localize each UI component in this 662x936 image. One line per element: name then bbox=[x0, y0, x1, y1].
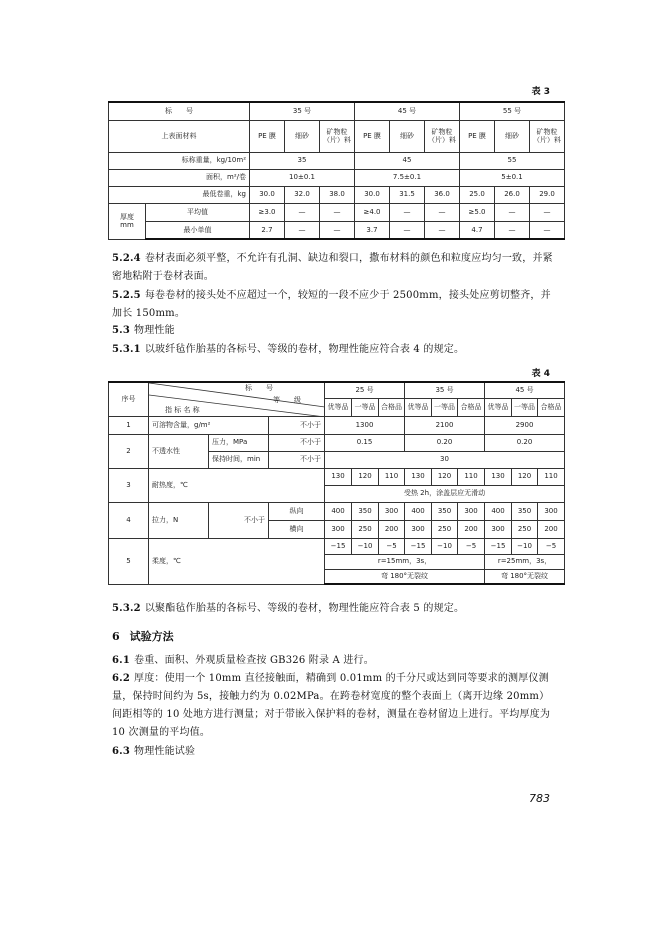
t3-cell: 26.0 bbox=[495, 186, 530, 203]
t4-sub-item: 横向 bbox=[269, 520, 325, 538]
t4-grade: 优等品 bbox=[405, 398, 432, 416]
para-number: 5.2.4 bbox=[112, 253, 141, 264]
t4-cell: −5 bbox=[379, 538, 405, 554]
t4-grade: 优等品 bbox=[485, 398, 512, 416]
t3-thickness-label bbox=[109, 203, 146, 239]
table3-caption: 表 3 bbox=[531, 87, 550, 97]
t4-seq: 3 bbox=[109, 468, 149, 502]
t4-group-25: 25 号 bbox=[325, 382, 405, 398]
t4-condition: 不小于 bbox=[269, 416, 325, 434]
t4-item-name: 柔度，℃ bbox=[149, 538, 325, 584]
t3-group-35: 35 号 bbox=[250, 102, 355, 120]
t4-cell: 0.20 bbox=[485, 434, 565, 451]
t4-grade: 一等品 bbox=[352, 398, 379, 416]
t4-sub-item: 纵向 bbox=[269, 502, 325, 520]
t3-group-45: 45 号 bbox=[355, 102, 460, 120]
t3-cell: 3.7 bbox=[355, 221, 390, 239]
para-5-3-2 bbox=[112, 600, 556, 618]
t4-cell: 130 bbox=[485, 468, 512, 485]
t3-label-header: 标 号 bbox=[109, 102, 250, 120]
t4-cell: 0.15 bbox=[325, 434, 405, 451]
t3-cell: 31.5 bbox=[390, 186, 425, 203]
t4-cell: 300 bbox=[538, 502, 565, 520]
t3-sub-cell: 矿物粒（片）料 bbox=[320, 120, 355, 152]
t4-note: 弯 180°无裂纹 bbox=[485, 569, 565, 584]
t4-cell: 300 bbox=[458, 502, 485, 520]
t4-cell: 200 bbox=[458, 520, 485, 538]
t4-cell: 250 bbox=[512, 520, 538, 538]
table4 bbox=[108, 381, 565, 585]
t4-grade: 优等品 bbox=[325, 398, 352, 416]
t4-item-header: 指 标 名 称 bbox=[165, 406, 200, 414]
t3-sub-cell: PE 膜 bbox=[250, 120, 285, 152]
t4-seq: 5 bbox=[109, 538, 149, 584]
t4-condition: 不小于 bbox=[209, 502, 269, 538]
para-6-3 bbox=[112, 743, 556, 761]
para-number: 6.2 bbox=[112, 673, 130, 684]
t3-cell: 10±0.1 bbox=[250, 169, 355, 186]
t3-cell: — bbox=[285, 221, 320, 239]
t4-item-name: 耐热度，℃ bbox=[149, 468, 325, 502]
t4-cell: 2900 bbox=[485, 416, 565, 434]
t4-cell: 120 bbox=[432, 468, 458, 485]
t3-sub-cell: 细砂 bbox=[390, 120, 425, 152]
para-6-2 bbox=[112, 670, 556, 742]
t3-sub-cell: 细砂 bbox=[495, 120, 530, 152]
t3-cell: — bbox=[530, 203, 565, 221]
t4-note: r=25mm，3s， bbox=[485, 554, 565, 569]
t3-cell: — bbox=[425, 221, 460, 239]
t4-seq: 4 bbox=[109, 502, 149, 538]
t4-cell: 350 bbox=[512, 502, 538, 520]
section-title: 试验方法 bbox=[129, 630, 174, 643]
t4-cell: 200 bbox=[379, 520, 405, 538]
t4-cell: 350 bbox=[352, 502, 379, 520]
para-number: 5.3.2 bbox=[112, 603, 141, 614]
para-5-2-4 bbox=[112, 250, 556, 286]
para-text: 卷材表面必须平整，不允许有孔洞、缺边和裂口，撒布材料的颜色和粒度应均匀一致，并紧密地粘附于卷材表面。 bbox=[112, 253, 553, 282]
t3-cell: — bbox=[285, 203, 320, 221]
para-text: 以玻纤毡作胎基的各标号、等级的卷材，物理性能应符合表 4 的规定。 bbox=[144, 344, 465, 355]
t3-cell: — bbox=[320, 221, 355, 239]
t4-condition: 不小于 bbox=[269, 451, 325, 468]
t3-cell: ≥4.0 bbox=[355, 203, 390, 221]
t4-sub-item: 压力，MPa bbox=[209, 434, 269, 451]
t3-cell: — bbox=[390, 203, 425, 221]
t4-cell: −10 bbox=[352, 538, 379, 554]
t3-cell: 35 bbox=[250, 152, 355, 169]
t4-cell: 200 bbox=[538, 520, 565, 538]
t3-area-label: 面积，m²/卷 bbox=[109, 169, 250, 186]
t3-sub-cell: 矿物粒（片）料 bbox=[425, 120, 460, 152]
table3 bbox=[108, 101, 565, 240]
t3-cell: 30.0 bbox=[355, 186, 390, 203]
t4-cell: 120 bbox=[512, 468, 538, 485]
para-number: 5.3 bbox=[112, 325, 130, 336]
t3-cell: 7.5±0.1 bbox=[355, 169, 460, 186]
t4-cell: −10 bbox=[432, 538, 458, 554]
t4-cell: −10 bbox=[512, 538, 538, 554]
t3-group-55: 55 号 bbox=[460, 102, 565, 120]
t4-group-35: 35 号 bbox=[405, 382, 485, 398]
t4-cell: 400 bbox=[325, 502, 352, 520]
t4-diagonal-header bbox=[149, 382, 325, 416]
section-number: 6 bbox=[112, 630, 120, 643]
t3-cell: 25.0 bbox=[460, 186, 495, 203]
t4-cell: 400 bbox=[405, 502, 432, 520]
t4-cell: 300 bbox=[485, 520, 512, 538]
t4-grade: 合格品 bbox=[458, 398, 485, 416]
t3-cell: ≥5.0 bbox=[460, 203, 495, 221]
para-text: 每卷卷材的接头处不应超过一个，较短的一段不应少于 2500mm，接头处应剪切整齐，并加长 150mm。 bbox=[112, 290, 551, 319]
t4-grade-header: 等 级 bbox=[273, 396, 301, 404]
t4-item-name: 拉力，N bbox=[149, 502, 209, 538]
t4-seq-header: 序号 bbox=[109, 382, 149, 416]
para-6-1 bbox=[112, 652, 556, 670]
t4-cell: 110 bbox=[538, 468, 565, 485]
t3-cell: — bbox=[495, 203, 530, 221]
para-text: 物理性能试验 bbox=[134, 746, 196, 757]
t3-sub-cell: 细砂 bbox=[285, 120, 320, 152]
t3-cell: 32.0 bbox=[285, 186, 320, 203]
t4-cell: 130 bbox=[405, 468, 432, 485]
para-number: 6.3 bbox=[112, 746, 130, 757]
t4-cell: 300 bbox=[325, 520, 352, 538]
t4-cell: 300 bbox=[379, 502, 405, 520]
t3-thickness-unit: mm bbox=[120, 221, 134, 229]
t3-cell: 55 bbox=[460, 152, 565, 169]
t4-note: 受热 2h，涂盖层应无滑动 bbox=[325, 485, 565, 502]
t4-seq: 2 bbox=[109, 434, 149, 468]
t3-cell: — bbox=[495, 221, 530, 239]
para-number: 5.2.5 bbox=[112, 290, 141, 301]
t3-cell: — bbox=[530, 221, 565, 239]
t4-cell: −15 bbox=[485, 538, 512, 554]
t4-note: r=15mm，3s， bbox=[325, 554, 485, 569]
t4-grade: 一等品 bbox=[432, 398, 458, 416]
t3-cell: ≥3.0 bbox=[250, 203, 285, 221]
t4-cell: 2100 bbox=[405, 416, 485, 434]
page-number: 783 bbox=[529, 792, 550, 805]
t4-grade: 合格品 bbox=[379, 398, 405, 416]
para-number: 5.3.1 bbox=[112, 344, 141, 355]
t3-cell: 36.0 bbox=[425, 186, 460, 203]
t4-seq: 1 bbox=[109, 416, 149, 434]
t3-thickness-name: 厚度 bbox=[120, 212, 134, 221]
t4-cell: 30 bbox=[325, 451, 565, 468]
t3-sub-cell: 矿物粒（片）料 bbox=[530, 120, 565, 152]
t3-sub-cell: PE 膜 bbox=[355, 120, 390, 152]
t4-cell: 130 bbox=[325, 468, 352, 485]
t3-cell: 29.0 bbox=[530, 186, 565, 203]
t4-cell: 250 bbox=[352, 520, 379, 538]
t3-cell: — bbox=[390, 221, 425, 239]
t3-cell: 38.0 bbox=[320, 186, 355, 203]
para-5-2-5 bbox=[112, 287, 556, 323]
t4-note: 弯 180°无裂纹 bbox=[325, 569, 485, 584]
para-5-3-1 bbox=[112, 341, 556, 359]
t4-cell: 400 bbox=[485, 502, 512, 520]
t3-minweight-label: 最低卷重，kg bbox=[109, 186, 250, 203]
t3-surface-label: 上表面材料 bbox=[109, 120, 250, 152]
t3-avg-label: 平均值 bbox=[146, 203, 250, 221]
t4-condition: 不小于 bbox=[269, 434, 325, 451]
para-text: 厚度：使用一个 10mm 直径接触面，精确到 0.01mm 的千分尺或达到同等要求的测厚仪测量，保持时间约为 5s，接触力约为 0.02MPa。在跨卷材宽度的整个表面上（离开边缘 20mm）间距相等的 10 处地方进行测量；对于带嵌入保护料的卷材，测量在卷材留边上进行。平均厚度为 10 次测量的平均值。 bbox=[112, 673, 551, 738]
section-5-3 bbox=[112, 322, 556, 340]
t4-group-45: 45 号 bbox=[485, 382, 565, 398]
t3-cell: — bbox=[320, 203, 355, 221]
t4-grade: 一等品 bbox=[512, 398, 538, 416]
t4-label-header: 标 号 bbox=[245, 384, 273, 392]
t4-cell: −15 bbox=[405, 538, 432, 554]
t4-cell: −15 bbox=[325, 538, 352, 554]
t4-cell: 350 bbox=[432, 502, 458, 520]
t4-cell: 110 bbox=[458, 468, 485, 485]
para-text: 以聚酯毡作胎基的各标号、等级的卷材，物理性能应符合表 5 的规定。 bbox=[144, 603, 465, 614]
t3-min-label: 最小单值 bbox=[146, 221, 250, 239]
t4-cell: 0.20 bbox=[405, 434, 485, 451]
t4-grade: 合格品 bbox=[538, 398, 565, 416]
t4-sub-item: 保持时间，min bbox=[209, 451, 269, 468]
t3-cell: 5±0.1 bbox=[460, 169, 565, 186]
t3-weight-label: 标称重量，kg/10m² bbox=[109, 152, 250, 169]
t4-cell: −5 bbox=[458, 538, 485, 554]
section-title: 物理性能 bbox=[134, 325, 175, 336]
t3-cell: 2.7 bbox=[250, 221, 285, 239]
t3-cell: 30.0 bbox=[250, 186, 285, 203]
t3-cell: 45 bbox=[355, 152, 460, 169]
t4-cell: 110 bbox=[379, 468, 405, 485]
table4-caption: 表 4 bbox=[531, 369, 550, 379]
t3-cell: — bbox=[425, 203, 460, 221]
para-text: 卷重、面积、外观质量检查按 GB326 附录 A 进行。 bbox=[134, 655, 374, 666]
t3-sub-cell: PE 膜 bbox=[460, 120, 495, 152]
t4-cell: 250 bbox=[432, 520, 458, 538]
t4-item-name: 可溶物含量，g/m² bbox=[149, 416, 269, 434]
t4-cell: −5 bbox=[538, 538, 565, 554]
t4-item-name: 不透水性 bbox=[149, 434, 209, 468]
t4-cell: 300 bbox=[405, 520, 432, 538]
para-number: 6.1 bbox=[112, 655, 130, 666]
t3-cell: 4.7 bbox=[460, 221, 495, 239]
t4-cell: 120 bbox=[352, 468, 379, 485]
t4-cell: 1300 bbox=[325, 416, 405, 434]
section-6-heading bbox=[112, 628, 174, 644]
